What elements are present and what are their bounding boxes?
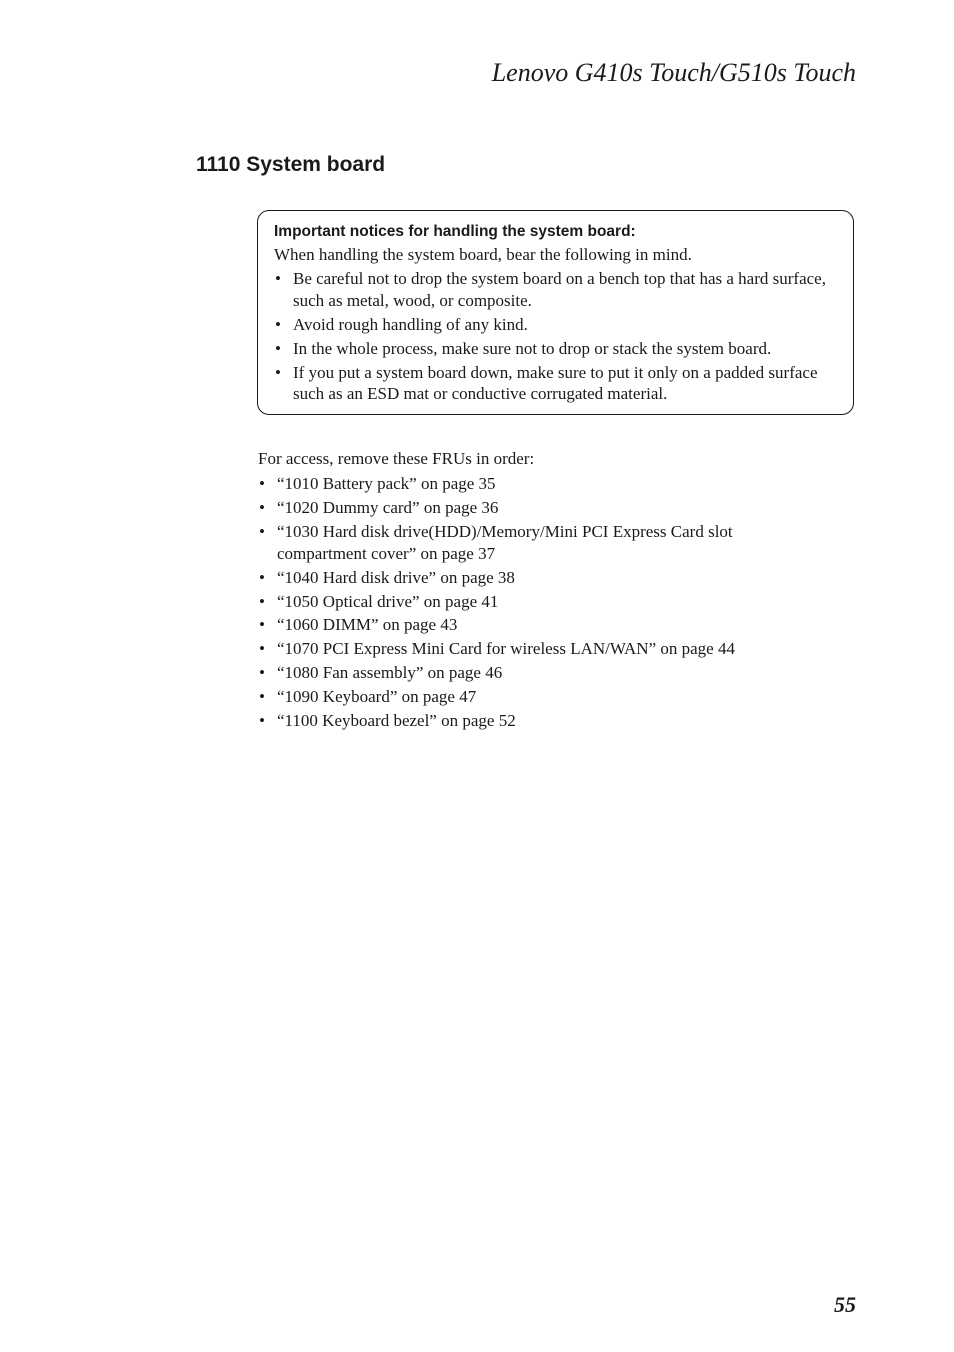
bullet-icon: • — [275, 362, 281, 382]
bullet-icon: • — [259, 474, 265, 493]
page-number: 55 — [834, 1292, 856, 1317]
fru-list-item[interactable] — [258, 497, 818, 519]
bullet-icon: • — [259, 615, 265, 635]
section-title: 1110 System board — [196, 153, 386, 176]
bullet-icon: • — [275, 314, 281, 334]
fru-list-item[interactable] — [258, 591, 818, 613]
notice-list — [274, 268, 844, 407]
notice-item — [274, 268, 844, 311]
notice-box — [257, 210, 854, 415]
fru-list-item[interactable] — [258, 473, 818, 495]
fru-link[interactable]: “1100 Keyboard bezel” on page 52 — [277, 711, 516, 731]
notice-item — [274, 338, 844, 360]
notice-item-text: Avoid rough handling of any kind. — [293, 314, 528, 334]
bullet-icon: • — [259, 687, 265, 707]
notice-item — [274, 362, 844, 405]
notice-item-text: In the whole process, make sure not to drop or stack the system board. — [293, 338, 772, 358]
bullet-icon: • — [275, 269, 281, 288]
fru-link[interactable]: “1050 Optical drive” on page 41 — [277, 591, 499, 611]
fru-link[interactable]: “1040 Hard disk drive” on page 38 — [277, 567, 515, 587]
notice-intro: When handling the system board, bear the following in mind. — [274, 245, 692, 264]
bullet-icon: • — [259, 639, 265, 659]
notice-item-text: If you put a system board down, make sure to put it only on a padded surface such as an ESD mat or conductive corrugated material. — [293, 362, 818, 403]
fru-link[interactable]: “1080 Fan assembly” on page 46 — [277, 663, 503, 683]
fru-list-item[interactable] — [258, 567, 818, 589]
fru-list-item[interactable] — [258, 662, 818, 684]
fru-list-item[interactable] — [258, 710, 818, 732]
fru-list — [258, 473, 818, 734]
fru-link[interactable]: “1030 Hard disk drive(HDD)/Memory/Mini PCI Express Card slot compartment cover” on page 37 — [277, 521, 733, 563]
bullet-icon: • — [275, 338, 281, 358]
bullet-icon: • — [259, 711, 265, 731]
fru-link[interactable]: “1070 PCI Express Mini Card for wireless LAN/WAN” on page 44 — [277, 639, 735, 659]
fru-link[interactable]: “1010 Battery pack” on page 35 — [277, 474, 496, 493]
bullet-icon: • — [259, 521, 265, 541]
fru-link[interactable]: “1020 Dummy card” on page 36 — [277, 497, 499, 517]
fru-link[interactable]: “1060 DIMM” on page 43 — [277, 615, 458, 635]
notice-item-text: Be careful not to drop the system board on a bench top that has a hard surface, such as metal, wood, or composite. — [293, 269, 826, 310]
bullet-icon: • — [259, 567, 265, 587]
bullet-icon: • — [259, 591, 265, 611]
fru-intro: For access, remove these FRUs in order: — [258, 449, 535, 468]
fru-list-item[interactable] — [258, 521, 818, 565]
fru-list-item[interactable] — [258, 614, 818, 636]
notice-item — [274, 314, 844, 336]
bullet-icon: • — [259, 663, 265, 683]
fru-link[interactable]: “1090 Keyboard” on page 47 — [277, 687, 477, 707]
fru-list-item[interactable] — [258, 686, 818, 708]
notice-heading: Important notices for handling the system board: — [274, 223, 636, 240]
fru-list-item[interactable] — [258, 638, 818, 660]
running-header: Lenovo G410s Touch/G510s Touch — [491, 58, 856, 87]
bullet-icon: • — [259, 497, 265, 517]
